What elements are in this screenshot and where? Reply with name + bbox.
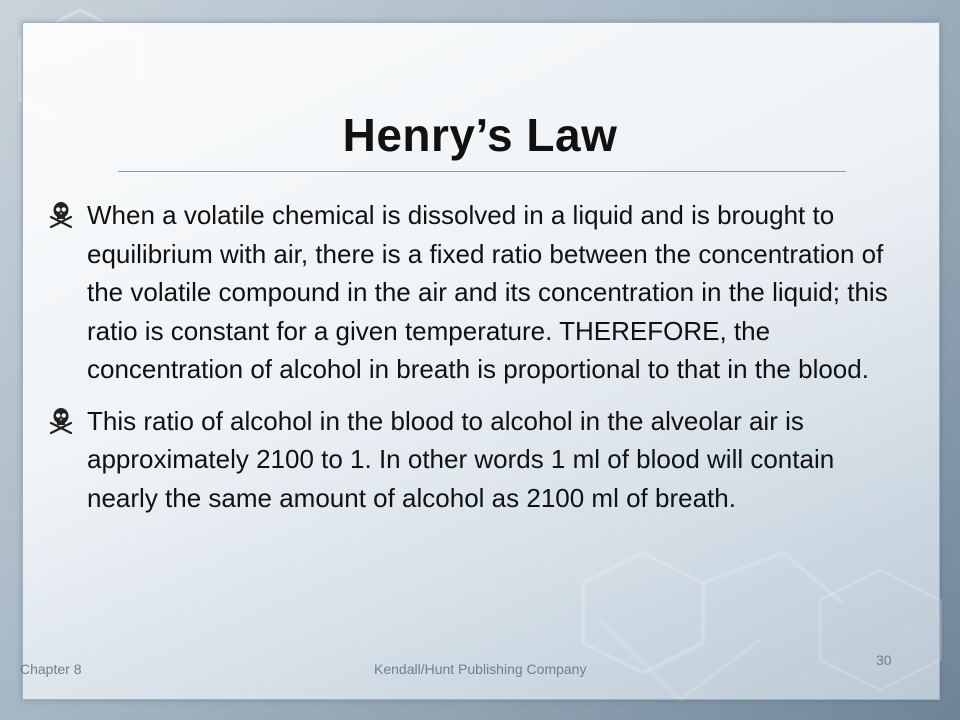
footer-chapter: Chapter 8 [20, 661, 82, 677]
bullet-text: This ratio of alcohol in the blood to alcohol in the alveolar air is approximately 2100 to 1. In other words 1 ml of blood will contain nearly the same amount of alcohol as 2100 ml of breath. [87, 405, 835, 513]
bullet-item [48, 196, 908, 389]
skull-crossbones-icon [48, 406, 74, 434]
footer-publisher: Kendall/Hunt Publishing Company [374, 661, 587, 677]
skull-crossbones-icon [48, 200, 74, 228]
slide-number: 30 [876, 652, 892, 668]
bullet-list [48, 196, 908, 530]
bullet-item [48, 402, 908, 518]
title-divider [118, 171, 846, 172]
slide-title: Henry’s Law [342, 109, 618, 161]
bullet-text: When a volatile chemical is dissolved in a liquid and is brought to equilibrium with air, there is a fixed ratio between the concentration of the volatile compound in the air and its concentration in the liquid; this ratio is constant for a given temperature. THEREFORE, the concentration of alcohol in breath is proportional to that in the blood. [87, 200, 888, 384]
